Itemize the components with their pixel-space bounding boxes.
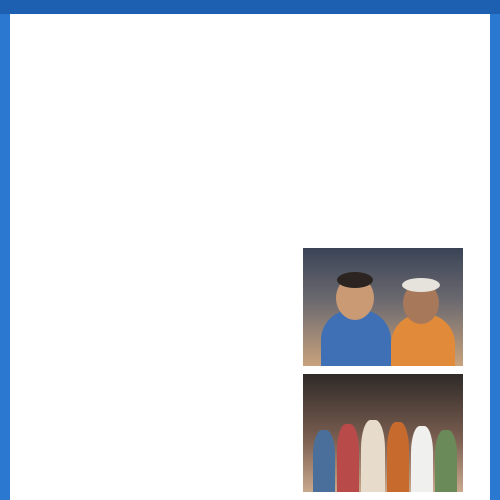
photo-figure — [313, 430, 335, 492]
photo-figure — [337, 272, 373, 288]
photo-figure — [411, 426, 433, 492]
verse-list — [16, 244, 296, 253]
photo-figure — [337, 424, 359, 492]
photo-group-stage — [303, 374, 463, 492]
verse-and-photos-section — [16, 244, 484, 494]
photo-figure — [402, 278, 440, 292]
header-title — [0, 0, 500, 14]
article-body — [10, 14, 490, 500]
photo-figure — [387, 422, 409, 492]
photo-two-men — [303, 248, 463, 366]
photo-figure — [435, 430, 457, 492]
photo-figure — [361, 420, 385, 492]
